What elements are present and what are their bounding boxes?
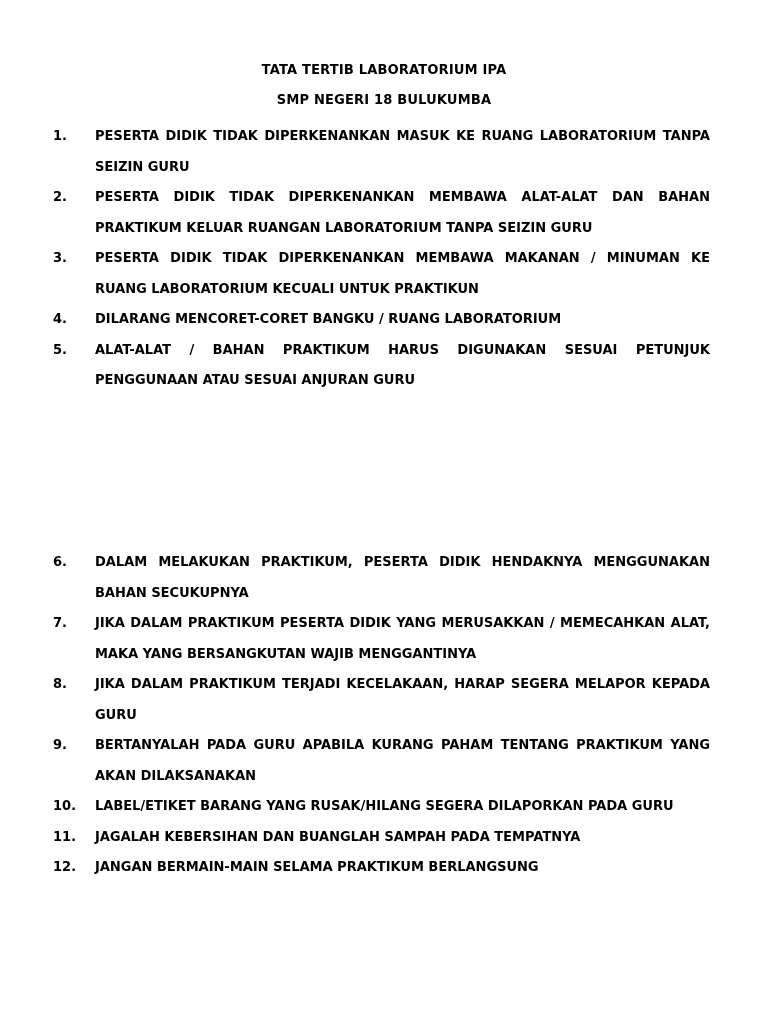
rule-item-1 xyxy=(53,122,710,183)
rule-number: 2. xyxy=(53,190,67,205)
rule-text: JIKA DALAM PRAKTIKUM TERJADI KECELAKAAN, HARAP SEGERA MELAPOR KEPADA GURU xyxy=(95,677,710,723)
rules-list-part-1 xyxy=(53,122,710,397)
rule-item-8 xyxy=(53,670,710,731)
document-subtitle: SMP NEGERI 18 BULUKUMBA xyxy=(276,93,492,108)
rule-number: 3. xyxy=(53,251,67,266)
rule-item-4 xyxy=(53,305,710,336)
rule-item-7 xyxy=(53,609,710,670)
rule-number: 12. xyxy=(53,860,77,875)
rule-number: 7. xyxy=(53,616,67,631)
rule-item-10 xyxy=(53,792,710,823)
rule-text: LABEL/ETIKET BARANG YANG RUSAK/HILANG SEGERA DILAPORKAN PADA GURU xyxy=(95,799,674,814)
rule-number: 9. xyxy=(53,738,67,753)
rule-text: PESERTA DIDIK TIDAK DIPERKENANKAN MASUK KE RUANG LABORATORIUM TANPA SEIZIN GURU xyxy=(95,129,710,175)
rule-text: ALAT-ALAT / BAHAN PRAKTIKUM HARUS DIGUNAKAN SESUAI PETUNJUK PENGGUNAAN ATAU SESUAI ANJURAN GURU xyxy=(95,342,710,388)
rule-item-9 xyxy=(53,731,710,792)
rule-text: BERTANYALAH PADA GURU APABILA KURANG PAHAM TENTANG PRAKTIKUM YANG AKAN DILAKSANAKAN xyxy=(95,738,710,784)
document-title: TATA TERTIB LABORATORIUM IPA xyxy=(261,63,507,78)
rule-item-6 xyxy=(53,548,710,609)
rule-number: 11. xyxy=(53,829,77,845)
rule-item-3 xyxy=(53,244,710,305)
rule-number: 8. xyxy=(53,677,67,692)
rules-list-part-2 xyxy=(53,548,710,884)
rule-item-2 xyxy=(53,183,710,244)
rule-number: 1. xyxy=(53,129,67,144)
rule-number: 4. xyxy=(53,312,67,327)
rule-text: JIKA DALAM PRAKTIKUM PESERTA DIDIK YANG MERUSAKKAN / MEMECAHKAN ALAT, MAKA YANG BERSANGKUTAN WAJIB MENGGANTINYA xyxy=(95,616,710,662)
rule-text: JANGAN BERMAIN-MAIN SELAMA PRAKTIKUM BERLANGSUNG xyxy=(95,860,539,875)
rule-number: 10. xyxy=(53,799,77,814)
rule-text: JAGALAH KEBERSIHAN DAN BUANGLAH SAMPAH PADA TEMPATNYA xyxy=(95,829,581,845)
rule-item-12 xyxy=(53,853,710,884)
rule-text: PESERTA DIDIK TIDAK DIPERKENANKAN MEMBAWA ALAT-ALAT DAN BAHAN PRAKTIKUM KELUAR RUANGAN LABORATORIUM TANPA SEIZIN GURU xyxy=(95,190,710,236)
rule-text: DILARANG MENCORET-CORET BANGKU / RUANG LABORATORIUM xyxy=(95,312,562,327)
rule-number: 5. xyxy=(53,342,67,358)
rule-item-11 xyxy=(53,823,710,854)
rule-text: PESERTA DIDIK TIDAK DIPERKENANKAN MEMBAWA MAKANAN / MINUMAN KE RUANG LABORATORIUM KECUALI UNTUK PRAKTIKUN xyxy=(95,251,710,297)
rule-text: DALAM MELAKUKAN PRAKTIKUM, PESERTA DIDIK HENDAKNYA MENGGUNAKAN BAHAN SECUKUPNYA xyxy=(95,555,710,601)
rule-item-5 xyxy=(53,336,710,397)
rule-number: 6. xyxy=(53,555,67,570)
